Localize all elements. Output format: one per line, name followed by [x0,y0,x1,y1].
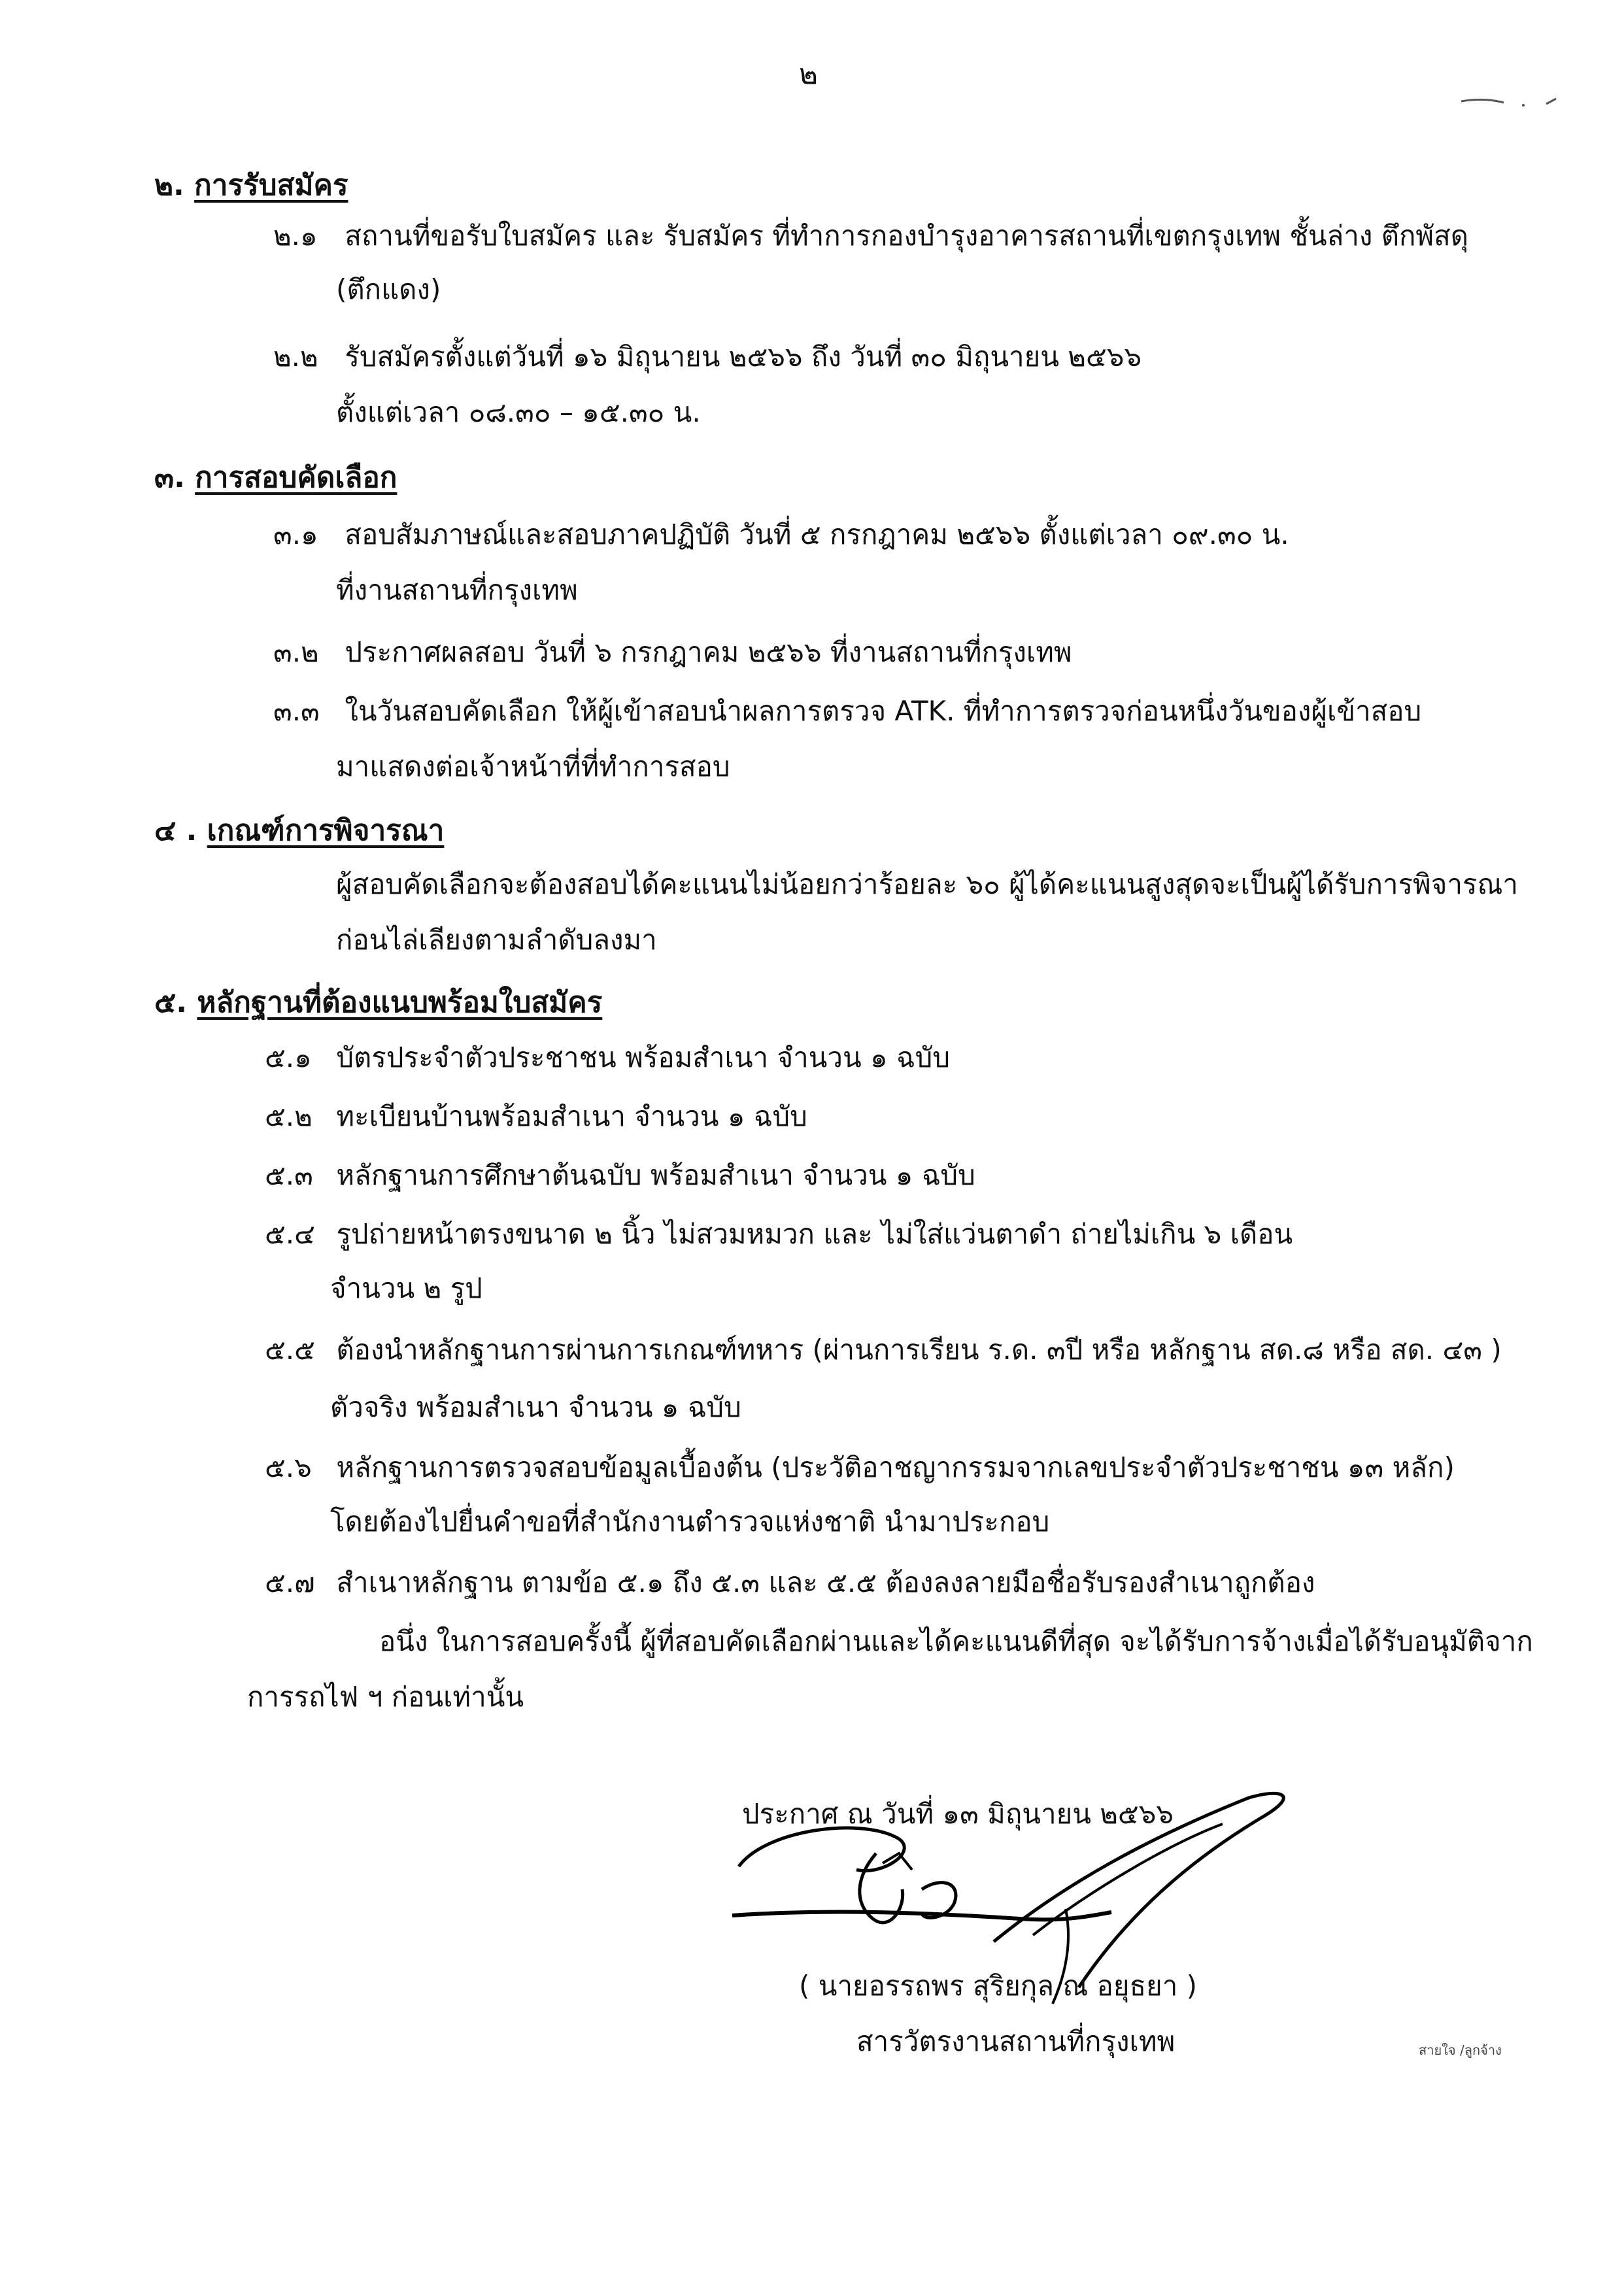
item-3-1 [273,520,1289,550]
item-text: รับสมัครตั้งแต่วันที่ ๑๖ มิถุนายน ๒๕๖๖ ถึง วันที่ ๓๐ มิถุนายน ๒๕๖๖ [345,341,1142,373]
item-3-3 [273,696,1421,726]
item-number: ๕.๓ [265,1159,313,1191]
section-number: ๔ . [154,814,197,847]
section-4-heading [154,807,444,853]
item-text: บัตรประจำตัวประชาชน พร้อมสำเนา จำนวน ๑ ฉบับ [336,1041,950,1073]
item-text: ต้องนำหลักฐานการผ่านการเกณฑ์ทหาร (ผ่านการเรียน ร.ด. ๓ปี หรือ หลักฐาน สด.๘ หรือ สด. ๔๓ ) [336,1334,1502,1366]
item-2-1-cont: (ตึกแดง) [336,273,441,305]
footnote: สายใจ /ลูกจ้าง [1419,2042,1502,2058]
section-number: ๓. [154,461,185,494]
section-4-body-line1: ผู้สอบคัดเลือกจะต้องสอบได้คะแนนไม่น้อยกว่าร้อยละ ๖๐ ผู้ได้คะแนนสูงสุดจะเป็นผู้ได้รับการพิจารณา [336,868,1519,900]
item-2-1 [273,221,1468,251]
section-title: การสอบคัดเลือก [195,461,398,494]
item-number: ๒.๒ [273,341,318,373]
item-text: สำเนาหลักฐาน ตามข้อ ๕.๑ ถึง ๕.๓ และ ๕.๕ ต้องลงลายมือชื่อรับรองสำเนาถูกต้อง [336,1566,1315,1598]
item-5-5 [265,1335,1502,1365]
item-number: ๕.๕ [265,1334,315,1366]
item-number: ๕.๖ [265,1451,312,1483]
item-2-2 [273,342,1142,372]
item-text: ประกาศผลสอบ วันที่ ๖ กรกฎาคม ๒๕๖๖ ที่งานสถานที่กรุงเทพ [345,636,1072,668]
item-text: หลักฐานการตรวจสอบข้อมูลเบื้องต้น (ประวัติอาชญากรรมจากเลขประจำตัวประชาชน ๑๓ หลัก) [336,1451,1455,1483]
item-5-6 [265,1453,1455,1483]
section-title: การรับสมัคร [194,169,348,202]
page-number: ๒ [799,58,819,91]
item-text: หลักฐานการศึกษาต้นฉบับ พร้อมสำเนา จำนวน ๑ ฉบับ [336,1159,975,1191]
scan-mark [1458,88,1563,114]
item-text: สอบสัมภาษณ์และสอบภาคปฏิบัติ วันที่ ๕ กรกฎาคม ๒๕๖๖ ตั้งแต่เวลา ๐๙.๓๐ น. [345,518,1289,550]
item-3-2 [273,637,1072,667]
section-title: เกณฑ์การพิจารณา [207,814,445,847]
item-number: ๕.๗ [265,1566,315,1598]
item-number: ๓.๒ [273,636,319,668]
item-text: รูปถ่ายหน้าตรงขนาด ๒ นิ้ว ไม่สวมหมวก และ ไม่ใส่แว่นตาดำ ถ่ายไม่เกิน ๖ เดือน [336,1218,1293,1250]
item-5-7 [265,1568,1315,1598]
item-number: ๓.๓ [273,695,320,727]
item-number: ๕.๔ [265,1218,315,1250]
note-line2: การรถไฟ ฯ ก่อนเท่านั้น [247,1681,524,1713]
signer-title: สารวัตรงานสถานที่กรุงเทพ [856,2025,1176,2057]
item-3-1-cont: ที่งานสถานที่กรุงเทพ [336,574,578,606]
section-5-heading [154,979,602,1025]
section-title: หลักฐานที่ต้องแนบพร้อมใบสมัคร [197,986,603,1019]
item-5-5-cont: ตัวจริง พร้อมสำเนา จำนวน ๑ ฉบับ [330,1391,741,1423]
item-text: สถานที่ขอรับใบสมัคร และ รับสมัคร ที่ทำการกองบำรุงอาคารสถานที่เขตกรุงเทพ ชั้นล่าง ตึกพัสดุ [345,220,1469,252]
item-5-1 [265,1043,950,1073]
item-number: ๕.๒ [265,1100,313,1132]
item-number: ๕.๑ [265,1041,312,1073]
section-number: ๕. [154,986,188,1019]
item-number: ๒.๑ [273,220,318,252]
section-3-heading [154,454,397,500]
signer-name: ( นายอรรถพร สุริยกุล ณ อยุธยา ) [799,1970,1198,2002]
item-3-3-cont: มาแสดงต่อเจ้าหน้าที่ที่ทำการสอบ [336,751,730,783]
item-5-3 [265,1160,975,1190]
item-5-2 [265,1102,807,1132]
section-2-heading [154,162,348,208]
item-5-4 [265,1219,1293,1249]
section-4-body-line2: ก่อนไล่เลียงตามลำดับลงมา [336,924,657,956]
item-number: ๓.๑ [273,518,318,550]
section-number: ๒. [154,169,184,202]
note-line1: อนึ่ง ในการสอบครั้งนี้ ผู้ที่สอบคัดเลือกผ่านและได้คะแนนดีที่สุด จะได้รับการจ้างเมื่อได้รับอนุมัติจาก [379,1625,1533,1657]
item-5-6-cont: โดยต้องไปยื่นคำขอที่สำนักงานตำรวจแห่งชาติ นำมาประกอบ [330,1506,1050,1538]
item-2-2-cont: ตั้งแต่เวลา ๐๘.๓๐ – ๑๕.๓๐ น. [336,396,701,428]
item-text: ทะเบียนบ้านพร้อมสำเนา จำนวน ๑ ฉบับ [336,1100,807,1132]
announce-date: ประกาศ ณ วันที่ ๑๓ มิถุนายน ๒๕๖๖ [742,1798,1174,1830]
item-5-4-cont: จำนวน ๒ รูป [330,1272,482,1304]
item-text: ในวันสอบคัดเลือก ให้ผู้เข้าสอบนำผลการตรวจ ATK. ที่ทำการตรวจก่อนหนึ่งวันของผู้เข้าสอบ [345,695,1422,727]
